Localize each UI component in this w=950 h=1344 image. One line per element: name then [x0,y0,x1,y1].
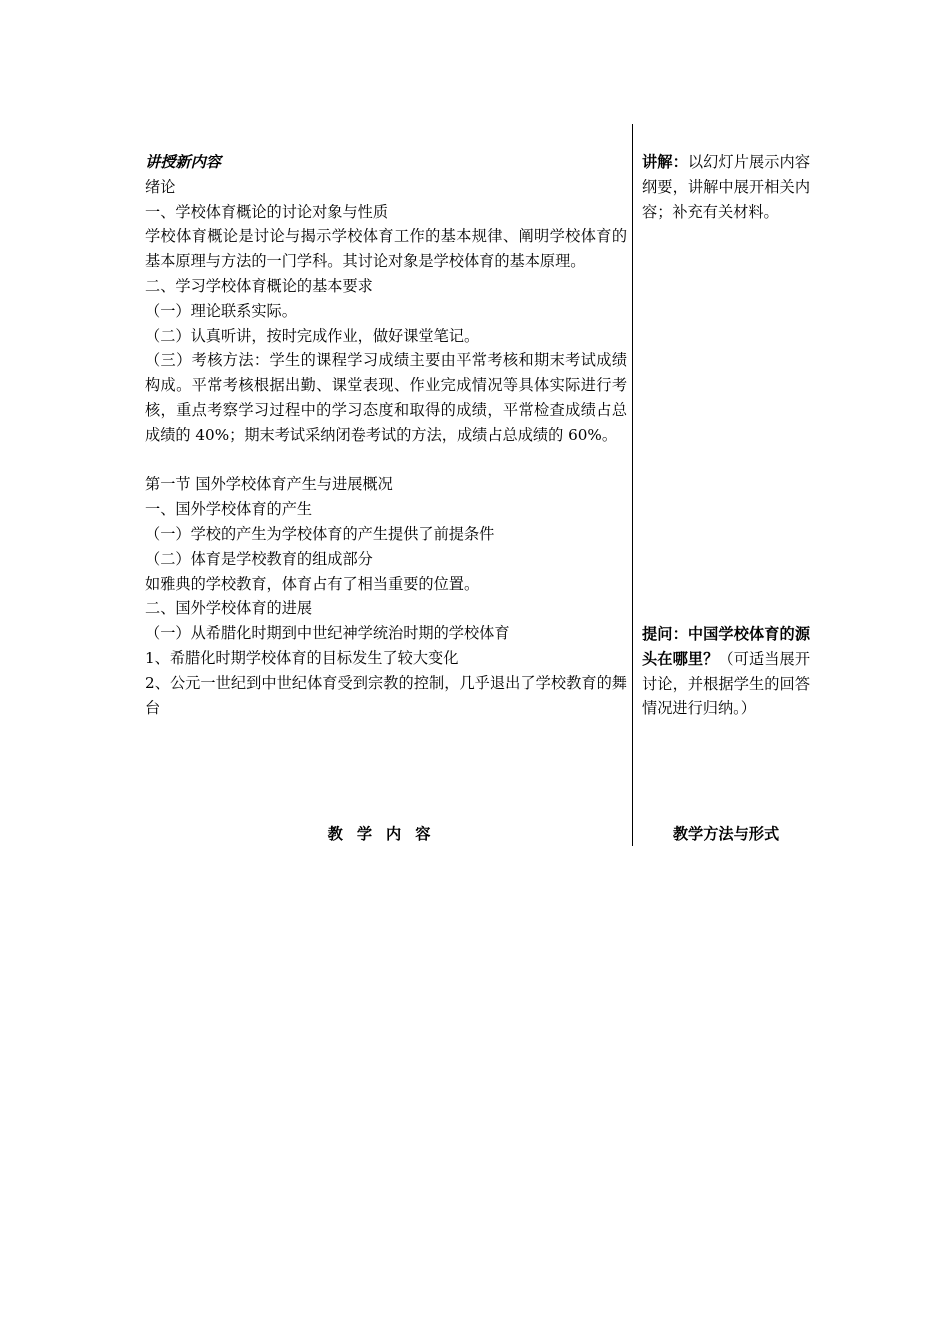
intro-title: 绪论 [145,177,176,196]
method-note-lecture [642,150,810,224]
section-2-title: 二、学习学校体育概论的基本要求 [145,276,373,295]
chapter-1-part-2-item-1-1: 1、希腊化时期学校体育的目标发生了较大变化 [145,648,459,667]
section-heading: 讲授新内容 [145,153,221,171]
chapter-1-part-1: 一、国外学校体育的产生 [145,500,313,519]
section-1-body: 学校体育概论是讨论与揭示学校体育工作的基本规律、阐明学校体育的基本原理与方法的一门学科。其讨论对象是学校体育的基本原理。 [145,227,627,271]
chapter-1-title: 第一节 国外学校体育产生与进展概况 [145,475,393,494]
chapter-1-part-1-item-2: （二）体育是学校教育的组成部分 [145,549,373,568]
method-note-lecture-text: 以幻灯片展示内容纲要，讲解中展开相关内容；补充有关材料。 [642,153,810,221]
section-2-item-3: （三）考核方法：学生的课程学习成绩主要由平常考核和期末考试成绩构成。平常考核根据出勤、课堂表现、作业完成情况等具体实际进行考核，重点考察学习过程中的学习态度和取得的成绩，平常检查成绩占总成绩的 40%；期末考试采纳闭卷考试的方法，成绩占总成绩的 60%。 [145,351,627,444]
chapter-1-part-2: 二、国外学校体育的进展 [145,599,313,618]
chapter-1-part-1-note: 如雅典的学校教育，体育占有了相当重要的位置。 [145,574,480,593]
blank-line [145,448,627,473]
section-2-item-1: （一）理论联系实际。 [145,301,297,320]
chapter-1-part-2-item-1-2: 2、公元一世纪到中世纪体育受到宗教的控制，几乎退出了学校教育的舞台 [145,673,627,717]
method-note-question-label: 提问：中国学校体育的源头在哪里？ [642,625,810,668]
footer-teaching-method: 教学方法与形式 [672,825,780,843]
teaching-content-column [145,150,627,720]
section-2-item-2: （二）认真听讲，按时完成作业，做好课堂笔记。 [145,326,480,345]
method-note-lecture-label: 讲解： [642,153,688,171]
section-1-title: 一、学校体育概论的讨论对象与性质 [145,202,388,221]
method-note-question-text: （可适当展开讨论，并根据学生的回答情况进行归纳。） [642,649,810,718]
chapter-1-part-1-item-1: （一）学校的产生为学校体育的产生提供了前提条件 [145,524,495,543]
chapter-1-part-2-item-1: （一）从希腊化时期到中世纪神学统治时期的学校体育 [145,624,510,643]
footer-teaching-content: 教学内容 [327,825,445,843]
method-note-question [642,622,810,721]
column-divider [632,124,633,846]
